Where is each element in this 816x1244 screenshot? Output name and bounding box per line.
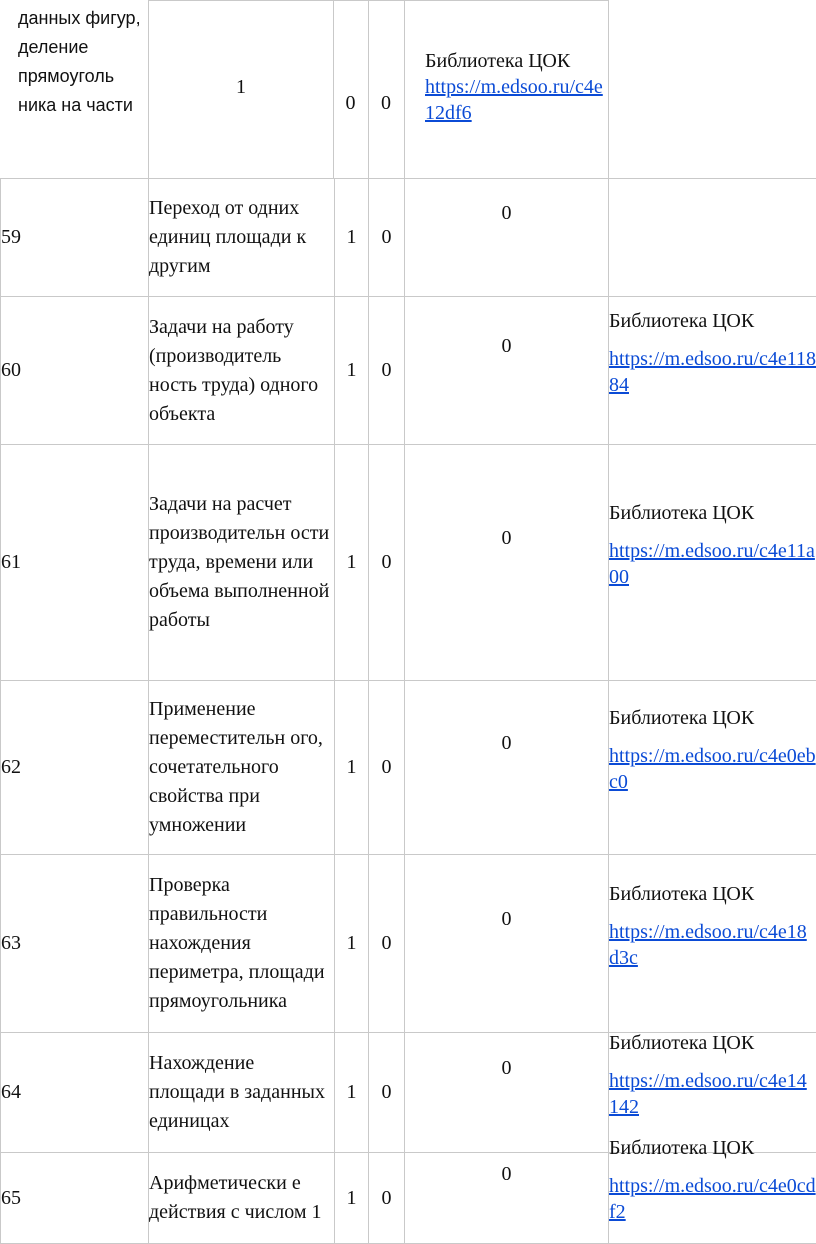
resource-label: Библиотека ЦОК xyxy=(609,881,754,907)
resource-cell xyxy=(609,681,816,855)
divider xyxy=(404,0,405,178)
table-row xyxy=(1,1153,816,1244)
table-row xyxy=(1,445,816,681)
table-row xyxy=(1,855,816,1033)
hours-practice-cell xyxy=(405,297,609,445)
hours-total: 1 xyxy=(335,855,369,1033)
resource-label: Библиотека ЦОК xyxy=(609,308,754,334)
hours-total: 1 xyxy=(335,681,369,855)
divider xyxy=(608,0,609,178)
resource-cell xyxy=(609,297,816,445)
divider xyxy=(333,0,334,178)
hours-control: 0 xyxy=(369,297,405,445)
hours-practice: 0 xyxy=(368,92,404,115)
lesson-number: 60 xyxy=(1,297,149,445)
resource-cell xyxy=(609,855,816,1033)
divider xyxy=(148,0,609,1)
resource-link[interactable]: https://m.edsoo.ru/c4e12df6 xyxy=(425,74,605,126)
hours-practice: 0 xyxy=(502,1057,512,1079)
resource-label: Библиотека ЦОК xyxy=(609,1135,754,1161)
hours-practice: 0 xyxy=(502,335,512,357)
resource-label: Библиотека ЦОК xyxy=(609,1030,754,1056)
resource-cell xyxy=(609,445,816,681)
lesson-number: 62 xyxy=(1,681,149,855)
hours-control: 0 xyxy=(369,1153,405,1244)
hours-practice: 0 xyxy=(502,732,512,754)
lesson-topic: данных фигур, деление прямоуголь ника на части xyxy=(18,4,148,120)
resource-link[interactable]: https://m.edsoo.ru/c4e14142 xyxy=(609,1068,816,1120)
resource-label: Библиотека ЦОК xyxy=(609,500,754,526)
hours-total: 1 xyxy=(335,297,369,445)
resource-link[interactable]: https://m.edsoo.ru/c4e0ebc0 xyxy=(609,743,816,795)
resource-block xyxy=(609,320,816,398)
hours-practice: 0 xyxy=(502,202,512,224)
hours-control: 0 xyxy=(369,445,405,681)
hours-practice-cell xyxy=(405,681,609,855)
lesson-number: 64 xyxy=(1,1033,149,1153)
lesson-number: 63 xyxy=(1,855,149,1033)
lesson-topic: Задачи на работу (производитель ность труда) одного объекта xyxy=(149,297,335,445)
resource-link[interactable]: https://m.edsoo.ru/c4e18d3c xyxy=(609,919,816,971)
resource-link[interactable]: https://m.edsoo.ru/c4e11a00 xyxy=(609,538,816,590)
hours-total: 1 xyxy=(149,76,333,99)
resource-label: Библиотека ЦОК xyxy=(425,48,605,74)
lesson-number: 59 xyxy=(1,179,149,297)
hours-practice-cell xyxy=(405,179,609,297)
resource-block xyxy=(609,717,816,795)
hours-practice: 0 xyxy=(502,908,512,930)
resource-label: Библиотека ЦОК xyxy=(609,705,754,731)
resource-block xyxy=(609,1147,816,1225)
hours-total: 1 xyxy=(335,1033,369,1153)
divider xyxy=(368,0,369,178)
hours-control: 0 xyxy=(333,92,368,115)
hours-total: 1 xyxy=(335,1153,369,1244)
hours-control: 0 xyxy=(369,1033,405,1153)
hours-control: 0 xyxy=(369,681,405,855)
resource-block xyxy=(609,893,816,971)
lesson-topic: Задачи на расчет производительн ости труда, времени или объема выполненной работы xyxy=(149,445,335,681)
hours-practice-cell xyxy=(405,1033,609,1153)
hours-practice: 0 xyxy=(502,1163,512,1185)
table-row xyxy=(1,297,816,445)
hours-total: 1 xyxy=(335,179,369,297)
lessons-table xyxy=(0,178,816,1244)
lesson-topic: Арифметически е действия с числом 1 xyxy=(149,1153,335,1244)
lesson-number: 61 xyxy=(1,445,149,681)
hours-practice: 0 xyxy=(502,527,512,549)
lesson-topic: Применение переместительн ого, сочетательного свойства при умножении xyxy=(149,681,335,855)
table-row xyxy=(1,179,816,297)
hours-control: 0 xyxy=(369,855,405,1033)
hours-practice-cell xyxy=(405,855,609,1033)
table-row xyxy=(1,681,816,855)
continued-row xyxy=(0,0,816,178)
hours-practice-cell xyxy=(405,445,609,681)
hours-control: 0 xyxy=(369,179,405,297)
resource-cell xyxy=(609,1153,816,1244)
lesson-topic: Нахождение площади в заданных единицах xyxy=(149,1033,335,1153)
resource-block xyxy=(609,1042,816,1120)
resource-link[interactable]: https://m.edsoo.ru/c4e11884 xyxy=(609,346,816,398)
resource-link[interactable]: https://m.edsoo.ru/c4e0cdf2 xyxy=(609,1173,816,1225)
lesson-topic: Переход от одних единиц площади к другим xyxy=(149,179,335,297)
lesson-topic: Проверка правильности нахождения периметра, площади прямоугольника xyxy=(149,855,335,1033)
lesson-number: 65 xyxy=(1,1153,149,1244)
resource-block xyxy=(609,512,816,590)
hours-practice-cell xyxy=(405,1153,609,1244)
hours-total: 1 xyxy=(335,445,369,681)
resource-cell xyxy=(425,48,605,126)
resource-cell xyxy=(609,179,816,297)
